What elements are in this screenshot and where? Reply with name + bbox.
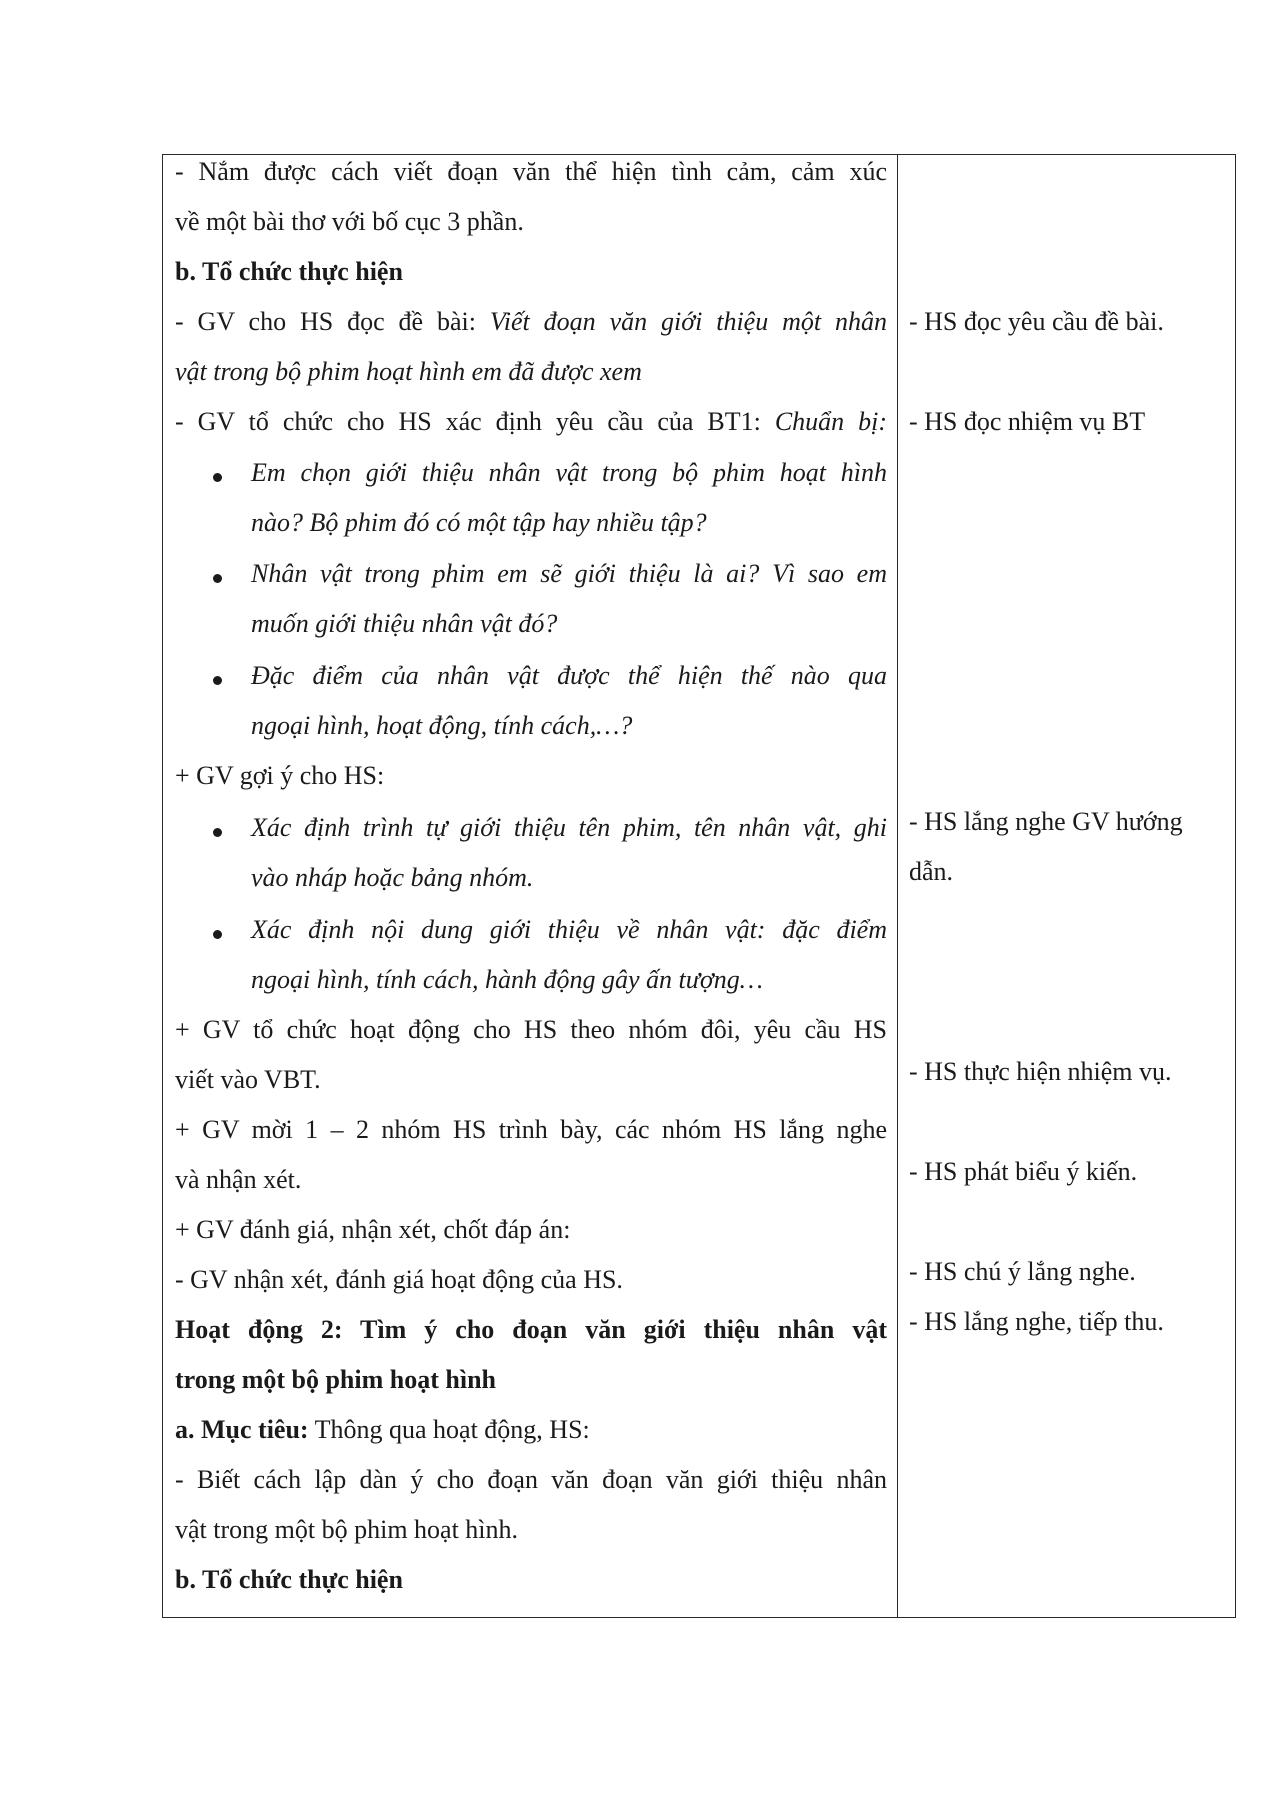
student-activity-line: - HS chú ý lắng nghe. [909, 1257, 1136, 1286]
bullet-question: ngoại hình, hoạt động, tính cách,…? [251, 711, 633, 740]
teacher-activity-line: - GV nhận xét, đánh giá hoạt động của HS. [175, 1265, 623, 1294]
student-activity-line: - HS đọc yêu cầu đề bài. [909, 307, 1164, 336]
student-activity-line: - HS đọc nhiệm vụ BT [909, 407, 1146, 436]
bullet-question: muốn giới thiệu nhân vật đó? [251, 609, 558, 638]
prepare-label: Chuẩn bị: [774, 407, 887, 436]
bullet-hint: vào nháp hoặc bảng nhóm. [251, 863, 534, 892]
assignment-prompt: Viết đoạn văn giới thiệu một nhân [489, 307, 887, 336]
teacher-activity-line: - Biết cách lập dàn ý cho đoạn văn đoạn văn giới thiệu nhân [175, 1465, 887, 1494]
bullet-icon [213, 930, 222, 939]
bullet-question: Em chọn giới thiệu nhân vật trong bộ phim hoạt hình [251, 458, 887, 487]
bullet-icon [213, 828, 222, 837]
bullet-icon [213, 473, 222, 482]
teacher-activity-line [175, 305, 887, 339]
activity-heading: Hoạt động 2: Tìm ý cho đoạn văn giới thiệu nhân vật [175, 1315, 887, 1344]
section-heading: b. Tổ chức thực hiện [175, 1565, 403, 1594]
instruction-text: - GV cho HS đọc đề bài: [175, 307, 490, 336]
activity-heading: trong một bộ phim hoạt hình [175, 1365, 496, 1394]
bullet-question: Đặc điểm của nhân vật được thể hiện thế nào qua [251, 661, 887, 690]
teacher-activity-line: + GV đánh giá, nhận xét, chốt đáp án: [175, 1215, 571, 1244]
objective-text: Thông qua hoạt động, HS: [308, 1415, 590, 1444]
bullet-icon [213, 574, 222, 583]
assignment-prompt: vật trong bộ phim hoạt hình em đã được xem [175, 357, 642, 386]
bullet-hint: ngoại hình, tính cách, hành động gây ấn tượng… [251, 965, 763, 994]
bullet-hint: Xác định nội dung giới thiệu về nhân vật: đặc điểm [251, 915, 887, 944]
teacher-activity-line: về một bài thơ với bố cục 3 phần. [175, 207, 524, 236]
student-activity-line: - HS phát biểu ý kiến. [909, 1157, 1138, 1186]
teacher-activity-line: + GV gợi ý cho HS: [175, 761, 385, 790]
bullet-hint: Xác định trình tự giới thiệu tên phim, tên nhân vật, ghi [251, 813, 887, 842]
bullet-icon [213, 676, 222, 685]
teacher-activity-line: + GV tổ chức hoạt động cho HS theo nhóm đôi, yêu cầu HS [175, 1015, 887, 1044]
teacher-activity-line [175, 405, 887, 439]
teacher-activity-line: viết vào VBT. [175, 1065, 321, 1094]
column-divider [897, 155, 898, 1617]
section-heading: b. Tổ chức thực hiện [175, 257, 403, 286]
student-activity-line: - HS thực hiện nhiệm vụ. [909, 1057, 1172, 1086]
instruction-text: - GV tổ chức cho HS xác định yêu cầu của BT1: [175, 407, 775, 436]
teacher-activity-line: và nhận xét. [175, 1165, 302, 1194]
student-activity-line: - HS lắng nghe GV hướng [909, 807, 1183, 836]
student-activity-line: - HS lắng nghe, tiếp thu. [909, 1307, 1164, 1336]
bullet-question: nào? Bộ phim đó có một tập hay nhiều tập? [251, 508, 707, 537]
teacher-activity-line: - Nắm được cách viết đoạn văn thể hiện tình cảm, cảm xúc [175, 157, 887, 186]
teacher-activity-line: vật trong một bộ phim hoạt hình. [175, 1515, 519, 1544]
bullet-question: Nhân vật trong phim em sẽ giới thiệu là ai? Vì sao em [251, 559, 887, 588]
objective-label: a. Mục tiêu: [175, 1415, 309, 1444]
lesson-plan-table [162, 154, 1236, 1618]
teacher-activity-line: + GV mời 1 – 2 nhóm HS trình bày, các nhóm HS lắng nghe [175, 1115, 887, 1144]
objective-line [175, 1413, 590, 1447]
student-activity-line: dẫn. [909, 857, 954, 886]
